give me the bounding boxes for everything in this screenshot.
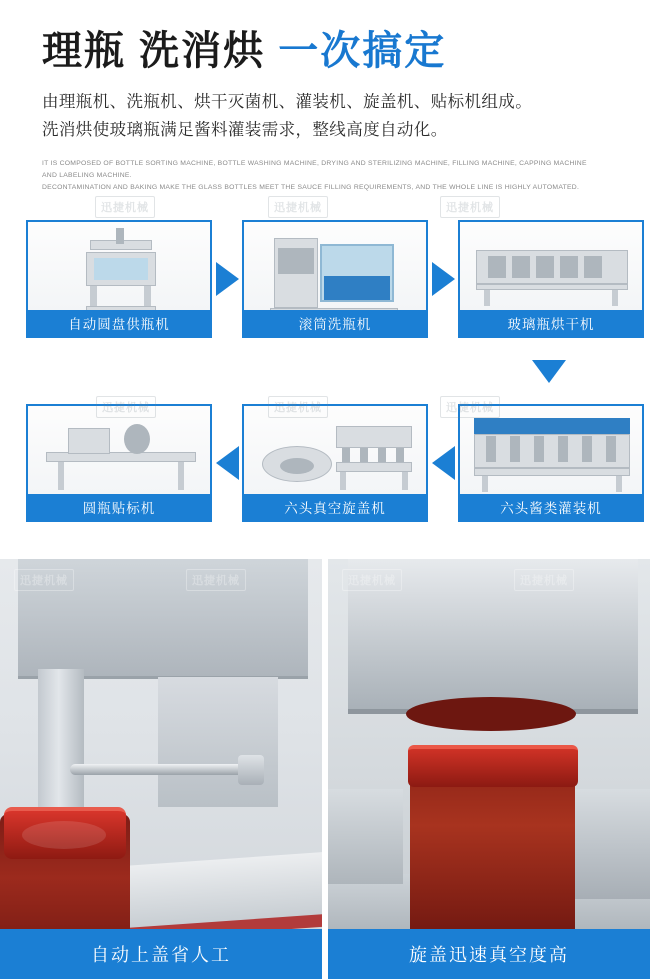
photo-caption-1: 自动上盖省人工: [0, 929, 322, 979]
machine-image-labeler: [28, 406, 210, 494]
photo-gallery: [0, 559, 650, 979]
watermark: 迅捷机械: [342, 569, 402, 591]
flow-arrow-down-icon: [532, 360, 566, 383]
machine-image-sauce-filler: [460, 406, 642, 494]
flow-step-6: [26, 404, 212, 522]
flow-step-2-label: 滚筒洗瓶机: [244, 310, 426, 336]
watermark: 迅捷机械: [440, 196, 500, 218]
subtitle-block: [42, 88, 650, 144]
watermark: 迅捷机械: [268, 196, 328, 218]
flow-step-6-label: 圆瓶贴标机: [28, 494, 210, 520]
process-flow: [20, 220, 630, 530]
photo-image-vacuum-capping: [328, 559, 650, 979]
header: [0, 0, 650, 194]
subtitle-line-2: 洗消烘使玻璃瓶满足酱料灌装需求，整线高度自动化。: [42, 121, 448, 140]
flow-arrow-right-icon: [432, 262, 455, 296]
headline-dark-text: 理瓶 洗消烘: [42, 29, 266, 73]
watermark: 迅捷机械: [186, 569, 246, 591]
photo-card-1: [0, 559, 322, 979]
flow-step-1-label: 自动圆盘供瓶机: [28, 310, 210, 336]
english-line-2: DECONTAMINATION AND BAKING MAKE THE GLASS BOTTLES MEET THE SAUCE FILLING REQUIREMENTS, AND THE WHOLE LINE IS HIGHLY AUTOMATED.: [42, 183, 580, 191]
headline-blue-text: 一次搞定: [278, 29, 447, 73]
flow-arrow-left-icon: [432, 446, 455, 480]
english-description: [42, 158, 602, 194]
machine-image-bottle-washer: [244, 222, 426, 310]
watermark: 迅捷机械: [514, 569, 574, 591]
flow-arrow-right-icon: [216, 262, 239, 296]
flow-step-1: [26, 220, 212, 338]
machine-image-bottle-sorter: [28, 222, 210, 310]
flow-step-5: [242, 404, 428, 522]
english-line-1: IT IS COMPOSED OF BOTTLE SORTING MACHINE, BOTTLE WASHING MACHINE, DRYING AND STERILIZING MACHINE, FILLING MACHINE, CAPPING MACHINE AND LABELING MACHINE.: [42, 160, 587, 179]
photo-card-2: [328, 559, 650, 979]
flow-arrow-left-icon: [216, 446, 239, 480]
flow-step-4-label: 六头酱类灌装机: [460, 494, 642, 520]
watermark: 迅捷机械: [95, 196, 155, 218]
flow-step-5-label: 六头真空旋盖机: [244, 494, 426, 520]
flow-step-4: [458, 404, 644, 522]
watermark: 迅捷机械: [96, 396, 156, 418]
watermark: 迅捷机械: [440, 396, 500, 418]
machine-image-vacuum-capper: [244, 406, 426, 494]
machine-image-bottle-dryer: [460, 222, 642, 310]
page-title: [42, 28, 650, 74]
flow-step-2: [242, 220, 428, 338]
watermark: 迅捷机械: [14, 569, 74, 591]
photo-caption-2: 旋盖迅速真空度高: [328, 929, 650, 979]
flow-step-3: [458, 220, 644, 338]
watermark: 迅捷机械: [268, 396, 328, 418]
flow-step-3-label: 玻璃瓶烘干机: [460, 310, 642, 336]
photo-image-auto-capping: [0, 559, 322, 979]
subtitle-line-1: 由理瓶机、洗瓶机、烘干灭菌机、灌装机、旋盖机、贴标机组成。: [42, 93, 533, 111]
